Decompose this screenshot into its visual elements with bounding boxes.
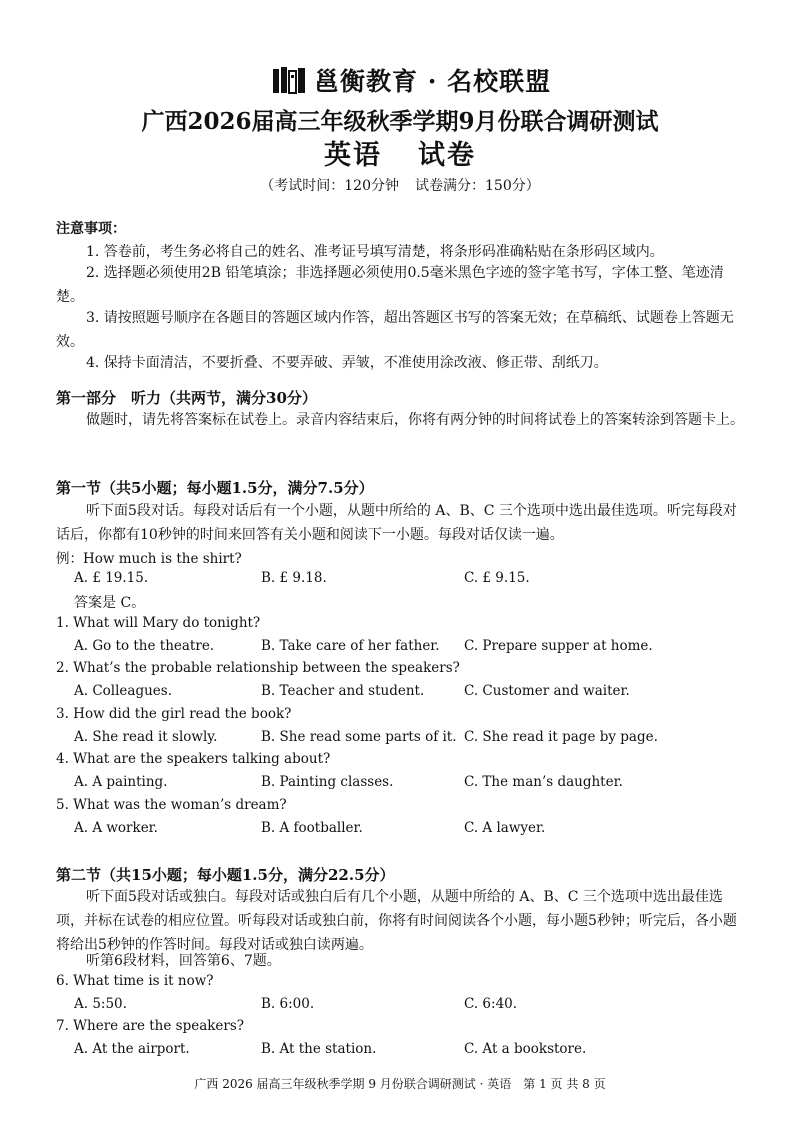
section2-heading: 第二节（共15小题；每小题1.5分，满分22.5分） bbox=[56, 866, 395, 884]
q3-option-b: B. She read some parts of it. bbox=[261, 729, 457, 745]
q1-option-b: B. Take care of her father. bbox=[261, 638, 440, 654]
notes-heading: 注意事项： bbox=[56, 221, 126, 237]
q6-option-b: B. 6:00. bbox=[261, 996, 315, 1012]
note-item-3: 3. 请按照题号顺序在各题目的答题区域内作答，超出答题区书写的答案无效；在草稿纸、试题卷上答题无效。 bbox=[56, 310, 734, 350]
note-item-4: 4. 保持卡面清洁，不要折叠、不要弄破、弄皱，不准使用涂改液、修正带、刮纸刀。 bbox=[86, 355, 608, 371]
books-logo-icon bbox=[272, 65, 306, 95]
example-answer: 答案是 C。 bbox=[74, 595, 146, 611]
example-option-b: B. £ 9.18. bbox=[261, 570, 327, 586]
section1-heading: 第一节（共5小题；每小题1.5分，满分7.5分） bbox=[56, 479, 374, 497]
q7-option-a: A. At the airport. bbox=[74, 1041, 190, 1057]
org-header bbox=[272, 62, 551, 98]
note-item-1: 1. 答卷前，考生务必将自己的姓名、准考证号填写清楚，将条形码准确粘贴在条形码区域内。 bbox=[86, 244, 664, 260]
q5-option-b: B. A footballer. bbox=[261, 820, 363, 836]
org-name: 邕衡教育 · 名校联盟 bbox=[314, 67, 552, 96]
q4-option-a: A. A painting. bbox=[74, 774, 168, 790]
q7-option-c: C. At a bookstore. bbox=[464, 1041, 587, 1057]
example-option-a: A. £ 19.15. bbox=[74, 570, 149, 586]
q2-option-a: A. Colleagues. bbox=[74, 683, 173, 699]
note-item-2: 2. 选择题必须使用2B 铅笔填涂；非选择题必须使用0.5毫米黑色字迹的签字笔书写，字体工整、笔迹清楚。 bbox=[56, 265, 724, 305]
part1-instruction: 做题时，请先将答案标在试卷上。录音内容结束后，你将有两分钟的时间将试卷上的答案转涂到答题卡上。 bbox=[86, 412, 744, 428]
q7-option-b: B. At the station. bbox=[261, 1041, 377, 1057]
subject-title bbox=[0, 133, 800, 172]
q6-option-a: A. 5:50. bbox=[74, 996, 127, 1012]
q2-option-b: B. Teacher and student. bbox=[261, 683, 425, 699]
example-option-c: C. £ 9.15. bbox=[464, 570, 530, 586]
q4-option-c: C. The man’s daughter. bbox=[464, 774, 623, 790]
q1-option-c: C. Prepare supper at home. bbox=[464, 638, 653, 654]
q2-option-c: C. Customer and waiter. bbox=[464, 683, 630, 699]
q5-option-a: A. A worker. bbox=[74, 820, 158, 836]
question-5: 5. What was the woman’s dream? bbox=[56, 797, 287, 813]
section1-instruction: 听下面5段对话。每段对话后有一个小题，从题中所给的 A、B、C 三个选项中选出最佳选项。听完每段对话后，你都有10秒钟的时间来回答有关小题和阅读下一小题。每段对话仅读一遍。 bbox=[56, 503, 737, 543]
example-question: 例：How much is the shirt? bbox=[56, 551, 242, 567]
material-note: 听第6段材料，回答第6、7题。 bbox=[86, 953, 281, 969]
q4-option-b: B. Painting classes. bbox=[261, 774, 394, 790]
question-2: 2. What’s the probable relationship between the speakers? bbox=[56, 660, 460, 676]
q1-option-a: A. Go to the theatre. bbox=[74, 638, 215, 654]
exam-info bbox=[0, 175, 800, 195]
q3-option-a: A. She read it slowly. bbox=[74, 729, 218, 745]
subject-name: 英语 bbox=[324, 140, 382, 171]
page-footer: 广西 2026 届高三年级秋季学期 9 月份联合调研测试 · 英语 第 1 页 共 8 页 bbox=[194, 1077, 606, 1091]
question-7: 7. Where are the speakers? bbox=[56, 1018, 245, 1034]
exam-score: 试卷满分：150分） bbox=[415, 178, 540, 194]
section2-instruction: 听下面5段对话或独白。每段对话或独白后有几个小题，从题中所给的 A、B、C 三个选项中选出最佳选项，并标在试卷的相应位置。听每段对话或独白前，你将有时间阅读各个小题，每小题5秒钟；听完后，各小题将给出5秒钟的作答时间。每段对话或独白读两遍。 bbox=[56, 889, 737, 953]
q5-option-c: C. A lawyer. bbox=[464, 820, 546, 836]
exam-time: （考试时间：120分钟 bbox=[260, 178, 399, 194]
paper-label: 试卷 bbox=[418, 140, 476, 171]
part1-heading: 第一部分 听力（共两节，满分30分） bbox=[56, 389, 317, 407]
exam-title: 广西2026届高三年级秋季学期9月份联合调研测试 bbox=[141, 108, 659, 135]
q6-option-c: C. 6:40. bbox=[464, 996, 518, 1012]
question-1: 1. What will Mary do tonight? bbox=[56, 615, 261, 631]
question-4: 4. What are the speakers talking about? bbox=[56, 751, 331, 767]
q3-option-c: C. She read it page by page. bbox=[464, 729, 658, 745]
question-6: 6. What time is it now? bbox=[56, 973, 214, 989]
question-3: 3. How did the girl read the book? bbox=[56, 706, 292, 722]
